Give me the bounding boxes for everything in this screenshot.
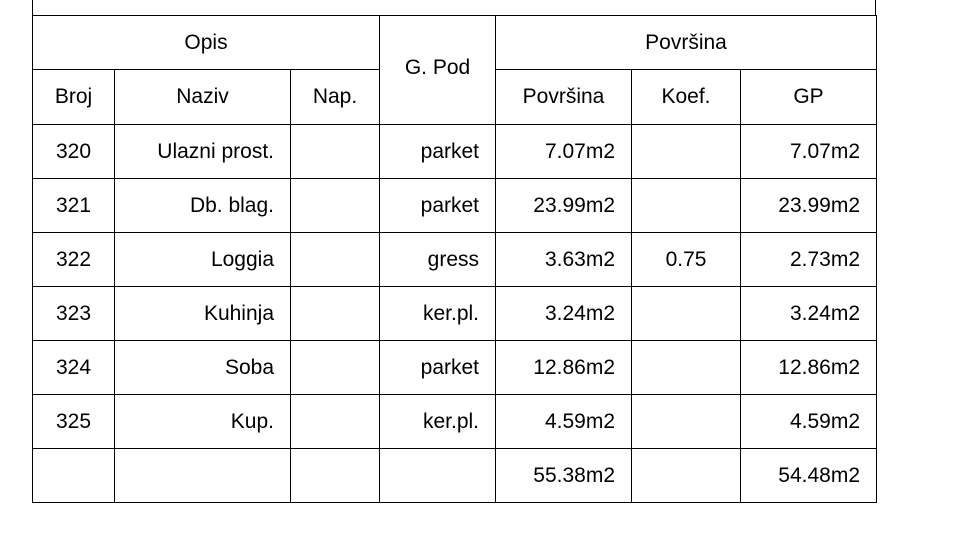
total-gp: 54.48m2 [741, 449, 877, 503]
table-row [33, 233, 877, 287]
cell-nap [291, 395, 380, 449]
cell-empty [632, 449, 741, 503]
cell-naziv: Loggia [115, 233, 291, 287]
cell-povrsina: 7.07m2 [496, 125, 632, 179]
cell-broj: 323 [33, 287, 115, 341]
cell-pod: parket [380, 179, 496, 233]
cell-empty [291, 449, 380, 503]
cell-nap [291, 341, 380, 395]
cell-koef [632, 287, 741, 341]
cell-povrsina: 3.63m2 [496, 233, 632, 287]
cell-koef [632, 341, 741, 395]
header-broj: Broj [33, 70, 115, 125]
cell-povrsina: 3.24m2 [496, 287, 632, 341]
cell-gp: 3.24m2 [741, 287, 877, 341]
cell-pod: parket [380, 125, 496, 179]
table-row [33, 179, 877, 233]
cell-gp: 12.86m2 [741, 341, 877, 395]
cell-koef [632, 395, 741, 449]
table-row [33, 125, 877, 179]
header-opis: Opis [33, 16, 380, 70]
cell-gp: 7.07m2 [741, 125, 877, 179]
cell-pod: ker.pl. [380, 287, 496, 341]
table-top-strip [32, 0, 876, 16]
cell-nap [291, 125, 380, 179]
cell-naziv: Db. blag. [115, 179, 291, 233]
total-povrsina: 55.38m2 [496, 449, 632, 503]
table-row [33, 395, 877, 449]
cell-pod: gress [380, 233, 496, 287]
cell-naziv: Ulazni prost. [115, 125, 291, 179]
cell-naziv: Kuhinja [115, 287, 291, 341]
cell-broj: 322 [33, 233, 115, 287]
cell-nap [291, 287, 380, 341]
cell-pod: ker.pl. [380, 395, 496, 449]
header-povrsina: Površina [496, 70, 632, 125]
cell-nap [291, 179, 380, 233]
room-area-table [32, 15, 877, 503]
cell-povrsina: 4.59m2 [496, 395, 632, 449]
cell-povrsina: 23.99m2 [496, 179, 632, 233]
header-povrsina-group: Površina [496, 16, 877, 70]
cell-broj: 325 [33, 395, 115, 449]
cell-povrsina: 12.86m2 [496, 341, 632, 395]
header-nap: Nap. [291, 70, 380, 125]
cell-broj: 321 [33, 179, 115, 233]
cell-koef [632, 179, 741, 233]
cell-naziv: Kup. [115, 395, 291, 449]
cell-broj: 324 [33, 341, 115, 395]
header-koef: Koef. [632, 70, 741, 125]
cell-empty [33, 449, 115, 503]
cell-empty [380, 449, 496, 503]
cell-empty [115, 449, 291, 503]
cell-gp: 2.73m2 [741, 233, 877, 287]
header-naziv: Naziv [115, 70, 291, 125]
cell-gp: 23.99m2 [741, 179, 877, 233]
cell-gp: 4.59m2 [741, 395, 877, 449]
cell-koef: 0.75 [632, 233, 741, 287]
header-g-pod: G. Pod [380, 16, 496, 125]
totals-row [33, 449, 877, 503]
cell-pod: parket [380, 341, 496, 395]
table-row [33, 287, 877, 341]
table-row [33, 341, 877, 395]
group-header-row [33, 16, 877, 70]
cell-naziv: Soba [115, 341, 291, 395]
cell-koef [632, 125, 741, 179]
cell-nap [291, 233, 380, 287]
cell-broj: 320 [33, 125, 115, 179]
header-gp: GP [741, 70, 877, 125]
